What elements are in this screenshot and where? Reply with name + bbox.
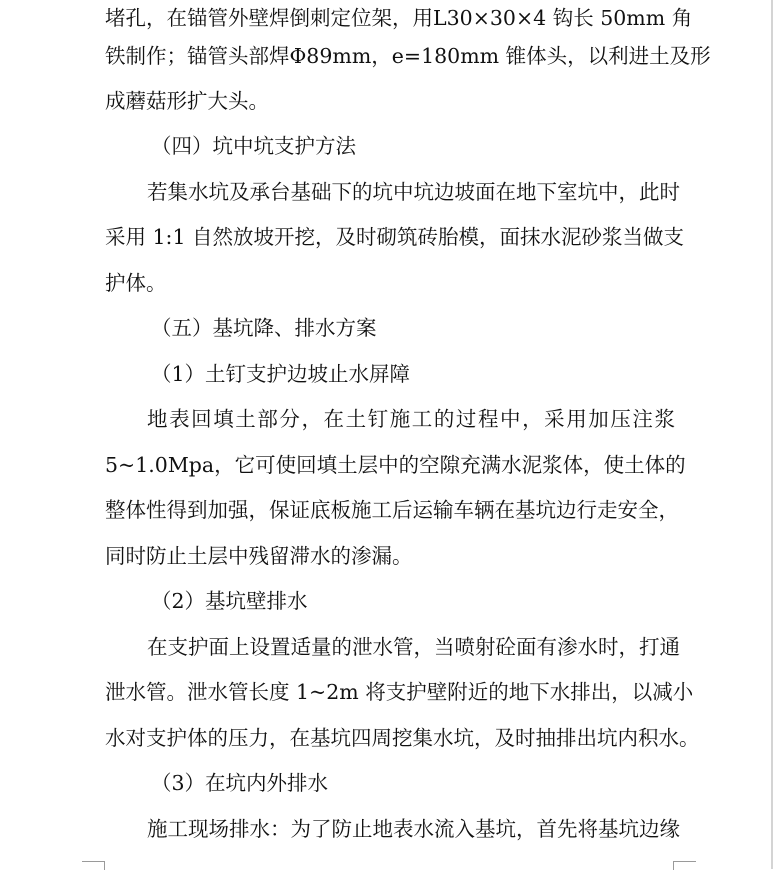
- text-line-17: 水对支护体的压力，在基坑四周挖集水坑，及时抽排出坑内积水。: [105, 726, 700, 750]
- subheading-1: （1）土钉支护边坡止水屏障: [151, 362, 411, 386]
- text-line-7: 护体。: [105, 271, 167, 295]
- text-line-16: 泄水管。泄水管长度 1~2m 将支护壁附近的地下水排出，以减小: [105, 680, 694, 704]
- text-line-3: 成蘑菇形扩大头。: [105, 89, 269, 113]
- section-heading-5: （五）基坑降、排水方案: [151, 316, 377, 340]
- text-line-2: 铁制作；锚管头部焊Φ89mm，e=180mm 锥体头，以利进土及形: [105, 44, 711, 68]
- subheading-3: （3）在坑内外排水: [151, 771, 329, 795]
- text-line-10: 地表回填土部分，在土钉施工的过程中，采用加压注浆: [147, 407, 675, 431]
- text-line-12: 整体性得到加强，保证底板施工后运输车辆在基坑边行走安全，: [105, 498, 679, 522]
- text-line-11: 5~1.0Mpa，它可使回填土层中的空隙充满水泥浆体，使土体的: [105, 453, 686, 477]
- text-line-1: 堵孔，在锚管外壁焊倒刺定位架，用L30×30×4 钩长 50mm 角: [105, 6, 693, 30]
- text-line-13: 同时防止土层中残留滞水的渗漏。: [105, 544, 413, 568]
- text-line-19: 施工现场排水：为了防止地表水流入基坑，首先将基坑边缘: [147, 817, 680, 841]
- text-line-6: 采用 1:1 自然放坡开挖，及时砌筑砖胎模，面抹水泥砂浆当做支: [105, 225, 685, 249]
- section-heading-4: （四）坑中坑支护方法: [151, 134, 356, 158]
- subheading-2: （2）基坑壁排水: [151, 589, 308, 613]
- text-line-15: 在支护面上设置适量的泄水管，当喷射砼面有渗水时，打通: [147, 635, 680, 659]
- text-line-5: 若集水坑及承台基础下的坑中坑边坡面在地下室坑中，此时: [147, 180, 680, 204]
